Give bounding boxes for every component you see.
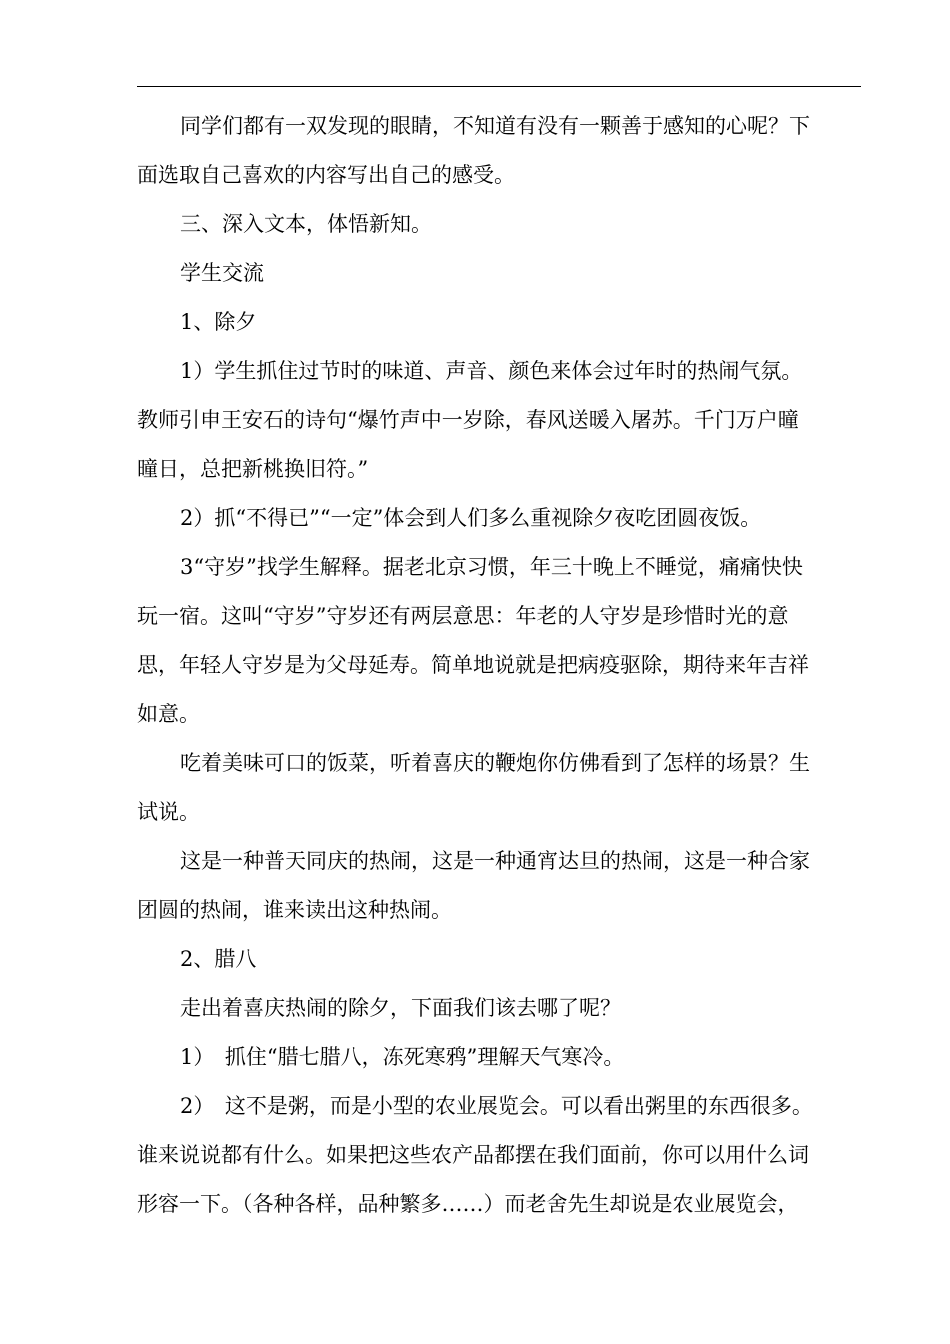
- paragraph-line: 1） 抓住“腊七腊八，冻死寒鸦”理解天气寒冷。: [180, 1045, 625, 1069]
- paragraph-line: 1、除夕: [180, 310, 257, 334]
- paragraph-line: 教师引申王安石的诗句“爆竹声中一岁除，春风送暖入屠苏。千门万户曈: [137, 408, 799, 432]
- paragraph-line: 试说。: [137, 800, 200, 824]
- paragraph-line: 三、深入文本，体悟新知。: [180, 212, 432, 236]
- paragraph-line: 1）学生抓住过节时的味道、声音、颜色来体会过年时的热闹气氛。: [180, 359, 803, 383]
- paragraph-line: 2、腊八: [180, 947, 257, 971]
- paragraph-line: 走出着喜庆热闹的除夕，下面我们该去哪了呢？: [180, 996, 621, 1020]
- paragraph-line: 2）抓“不得已”“一定”体会到人们多么重视除夕夜吃团圆夜饭。: [180, 506, 762, 530]
- paragraph-line: 思，年轻人守岁是为父母延寿。简单地说就是把病疫驱除，期待来年吉祥: [137, 653, 809, 677]
- paragraph-line: 2） 这不是粥，而是小型的农业展览会。可以看出粥里的东西很多。: [180, 1094, 813, 1118]
- paragraph-line: 如意。: [137, 702, 200, 726]
- paragraph-line: 玩一宿。这叫“守岁”守岁还有两层意思：年老的人守岁是珍惜时光的意: [137, 604, 789, 628]
- paragraph-line: 这是一种普天同庆的热闹，这是一种通宵达旦的热闹，这是一种合家: [180, 849, 810, 873]
- paragraph-line: 吃着美味可口的饭菜，听着喜庆的鞭炮你仿佛看到了怎样的场景？生: [180, 751, 810, 775]
- paragraph-line: 形容一下。（各种各样，品种繁多……）而老舍先生却说是农业展览会，: [137, 1192, 799, 1216]
- header-rule: [137, 86, 861, 87]
- paragraph-line: 学生交流: [180, 261, 264, 285]
- paragraph-line: 面选取自己喜欢的内容写出自己的感受。: [137, 163, 515, 187]
- paragraph-line: 曈日，总把新桃换旧符。”: [137, 457, 369, 481]
- paragraph-line: 同学们都有一双发现的眼睛，不知道有没有一颗善于感知的心呢？下: [180, 114, 810, 138]
- paragraph-line: 谁来说说都有什么。如果把这些农产品都摆在我们面前，你可以用什么词: [137, 1143, 809, 1167]
- paragraph-line: 团圆的热闹，谁来读出这种热闹。: [137, 898, 452, 922]
- document-body: [137, 102, 863, 1229]
- paragraph-line: 3“守岁”找学生解释。据老北京习惯，年三十晚上不睡觉，痛痛快快: [180, 555, 803, 579]
